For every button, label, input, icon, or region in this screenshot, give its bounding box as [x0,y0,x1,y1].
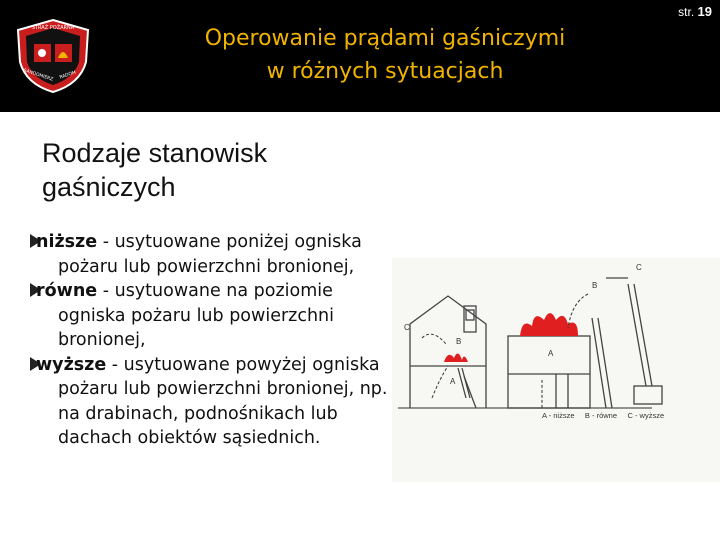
flame-icon [520,313,578,336]
logo-text-right: RADOM [59,70,77,81]
bullet-keyword: wyższe [36,354,107,375]
page-number [678,4,712,19]
label-b: B [592,281,598,290]
bullet-item-higher [30,353,400,451]
fire-brigade-logo-icon [14,18,92,94]
page-number-prefix: str. [678,5,695,19]
house-left [410,296,486,408]
bullet-item-lower [30,230,400,279]
label-a: A [548,349,554,358]
slide-title-line1: Operowanie prądami gaśniczymi [204,26,566,51]
label-c: C [636,263,642,272]
bullet-keyword: niższe [36,232,98,252]
label-c: C [404,323,410,332]
flame-icon [444,353,468,362]
bullet-list [30,230,400,451]
bullet-keyword: równe [36,281,98,301]
bullet-item-equal [30,279,400,353]
label-b: B [456,337,462,346]
bullet-text: - usytuowane poniżej ogniska pożaru lub powierzchni bronionej, [58,232,362,277]
page-number-value: 19 [697,4,712,19]
label-a: A [450,377,456,386]
slide-title-line2: w różnych sytuacjach [266,59,504,84]
slide-header [0,0,720,112]
bullet-text: - usytuowane powyżej ogniska pożaru lub powierzchni bronionej, np. na drabinach, podnośnikach lub dachach obiektów sąsiednich. [58,354,388,448]
firefighting-positions-diagram [392,258,720,482]
aerial-ladder [606,278,662,404]
bullet-text: - usytuowane na poziomie ogniska pożaru lub powierzchni bronionej, [58,281,335,350]
diagram-legend: A - niższe B - równe C - wyższe [542,411,665,420]
section-subtitle: Rodzaje stanowisk gaśniczych [42,138,268,202]
logo-text-left: SANDOMIERZ [22,68,54,83]
slide-title [150,22,620,88]
logo-text-top: STRAŻ POŻARNA [31,25,75,31]
slide-content [0,112,720,540]
